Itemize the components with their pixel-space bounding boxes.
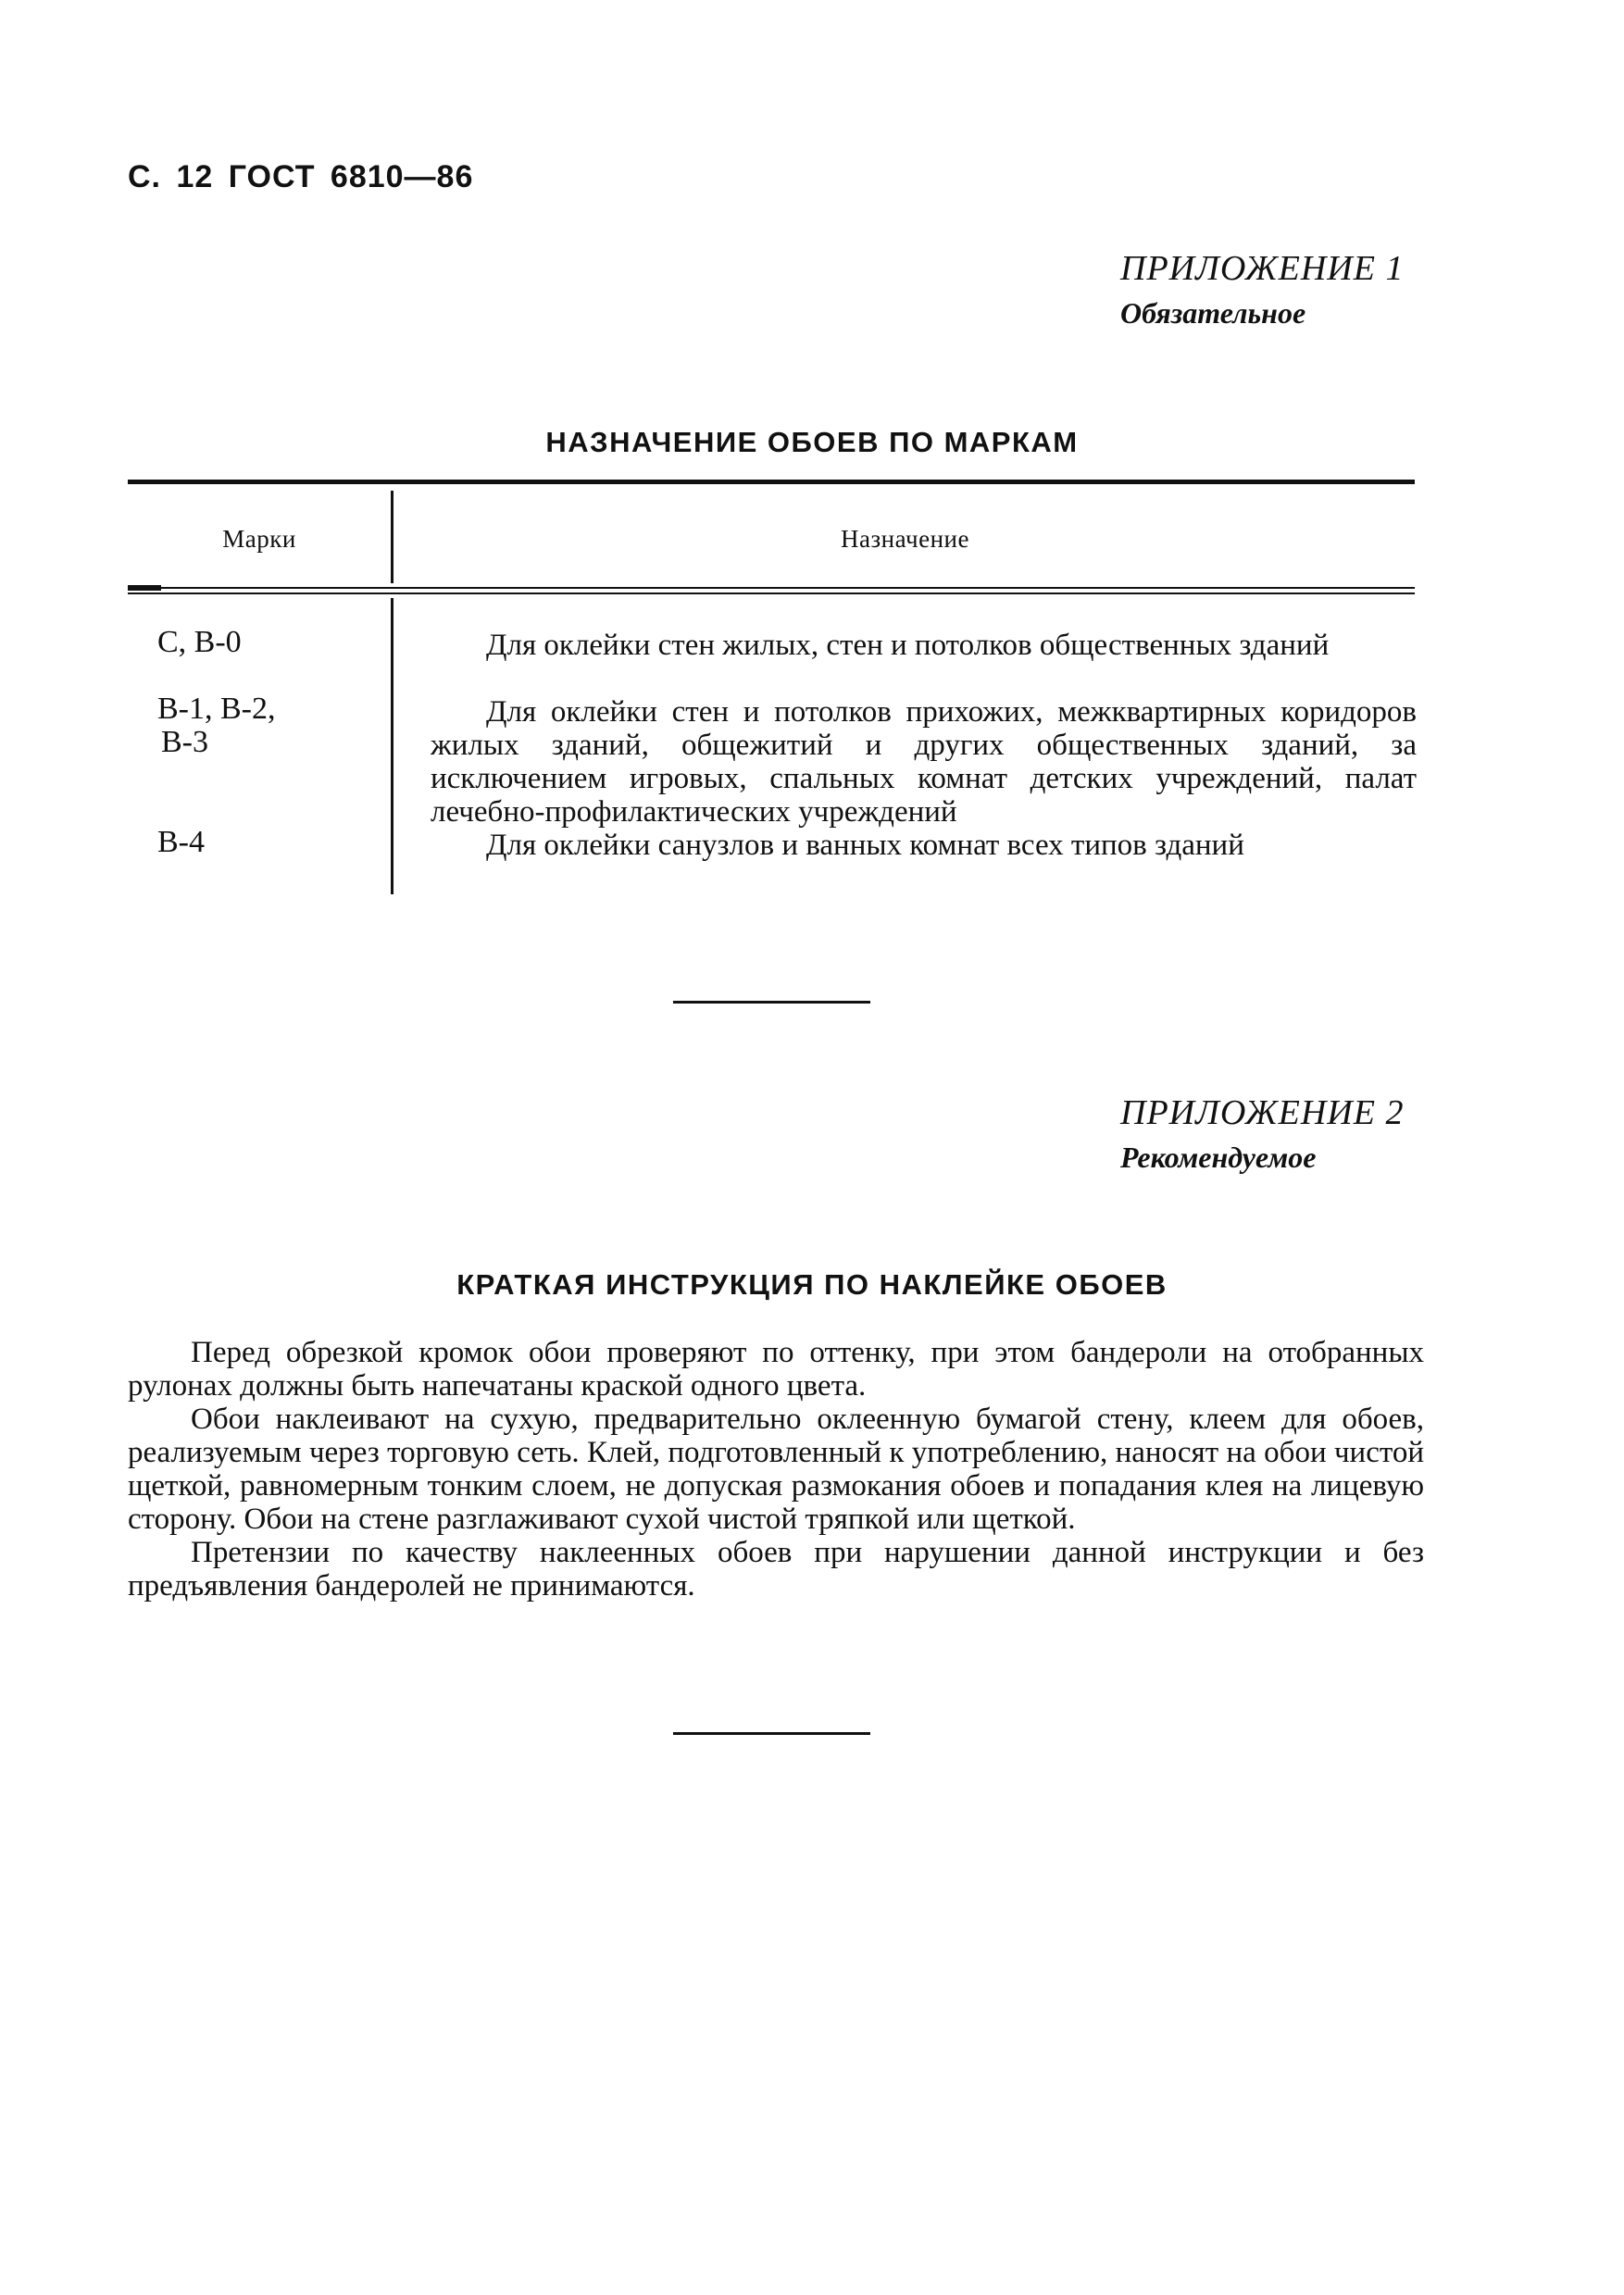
table-row-mark: В-4 — [157, 825, 205, 859]
table-row-mark: С, В-0 — [157, 625, 242, 659]
page-header: С. 12 ГОСТ 6810—86 — [128, 159, 474, 194]
table-header-marks: Марки — [222, 525, 296, 553]
paragraph: Претензии по качеству наклеенных обоев при нарушении данной инструкции и без предъявления бандеролей не принимаются. — [128, 1536, 1424, 1603]
paragraph: Обои наклеивают на сухую, предварительно оклеенную бумагой стену, клеем для обоев, реализуемым через торговую сеть. Клей, подготовленный к употреблению, наносят на обои чистой щеткой, равномерным тонким слоем, не допуская размокания обоев и попадания клея на лицевую сторону. Обои на стене разглаживают сухой чистой тряпкой или щеткой. — [128, 1403, 1424, 1536]
table-row-purpose — [431, 829, 1417, 862]
purpose-text: Для оклейки стен и потолков прихожих, межквартирных коридоров жилых зданий, общежитий и других общественных зданий, за исключением игровых, спальных комнат детских учреждений, палат лечебно-профилактических учреждений — [431, 695, 1417, 829]
table-row-purpose — [431, 695, 1417, 829]
table-header-rule-2 — [128, 592, 1415, 594]
purpose-text: Для оклейки санузлов и ванных комнат всех типов зданий — [486, 829, 1244, 862]
section-separator — [673, 1001, 870, 1004]
table-row-mark-continued: В-3 — [161, 725, 208, 759]
table-top-rule — [128, 480, 1415, 484]
appendix-2-heading: КРАТКАЯ ИНСТРУКЦИЯ ПО НАКЛЕЙКЕ ОБОЕВ — [456, 1268, 1168, 1301]
table-row-purpose — [431, 629, 1417, 662]
table-body-divider — [391, 598, 394, 894]
appendix-2-title: ПРИЛОЖЕНИЕ 2 — [1120, 1093, 1405, 1132]
table-header-rule-1 — [128, 587, 1415, 589]
instruction-text — [128, 1336, 1424, 1603]
appendix-1-status: Обязательное — [1120, 296, 1306, 330]
paragraph: Перед обрезкой кромок обои проверяют по оттенку, при этом бандероли на отобранных рулонах должны быть напечатаны краской одного цвета. — [128, 1336, 1424, 1403]
table-rule-mark — [128, 585, 161, 591]
end-separator — [673, 1732, 870, 1735]
table-header-purpose: Назначение — [841, 525, 969, 553]
table-row-mark: В-1, В-2, — [157, 692, 276, 726]
appendix-2-status: Рекомендуемое — [1120, 1141, 1317, 1174]
appendix-1-title: ПРИЛОЖЕНИЕ 1 — [1120, 249, 1405, 288]
appendix-1-heading: НАЗНАЧЕНИЕ ОБОЕВ ПО МАРКАМ — [545, 426, 1079, 458]
purpose-text: Для оклейки стен жилых, стен и потолков общественных зданий — [486, 629, 1330, 662]
